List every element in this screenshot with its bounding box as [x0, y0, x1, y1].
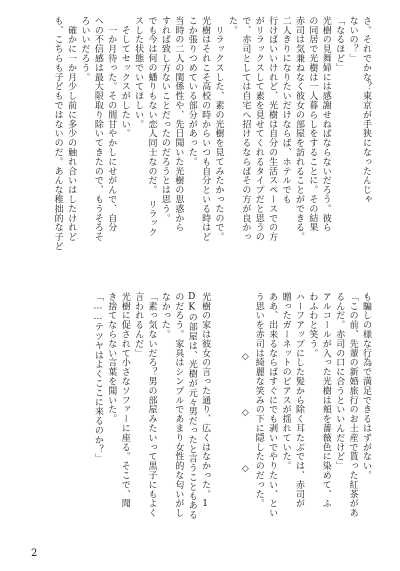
text-line: 確かに一か月少し前に多少の触れ合いはしたけれど: [66, 16, 77, 242]
text-line: がリラックスして素を見せてくれるタイプだと思うの: [253, 16, 264, 242]
text-line: ハーフアップにした髪から除く耳たぶでは、赤司が: [293, 292, 304, 509]
text-line: う思いを赤司は綺麗な笑みの下に隠したのだった。: [253, 292, 264, 509]
text-block-bottom: [26, 292, 372, 547]
text-line: さ。それでかな？東京が手狭になったんじゃ: [361, 16, 371, 204]
text-line: 光樹の家は彼女の言った通り、広くはなかった。1: [200, 292, 211, 510]
text-line: ろいいだろう。: [79, 16, 90, 82]
text-line: なかった。: [159, 292, 170, 339]
text-line: も騙しの様な行為で満足できるはずがない。: [361, 292, 371, 480]
text-line: こか張りつめている部分があった。: [186, 16, 197, 167]
text-line: も、こちらも子どもではないのだ。あんな稚拙的な子ど: [52, 16, 63, 251]
page-number: 2: [31, 548, 38, 559]
text-line: き捨てならない言葉を聞いた。: [106, 292, 117, 424]
text-line: ああ、出来るならばすぐにでも剥いでやりたい、とい: [267, 292, 278, 518]
text-line: 贈ったガーネットのピアスが揺れていた。: [280, 292, 291, 471]
text-line: [211, 292, 224, 547]
text-line: 「この前、先輩の新婚旅行のお土産で貰った紅茶があ: [347, 292, 358, 518]
text-line: 一か月待った。その間甘やかしにせがんで、自分: [106, 16, 117, 233]
text-line: 言われるんだ」: [133, 292, 144, 358]
text-line: 「……テツヤはよくここに来るのか？」: [92, 292, 103, 464]
text-line: 行けばいいけれど、光樹は自分の生活スペースでの方: [267, 16, 278, 242]
text-line: 光樹の見舞婦には感謝せねばならないだろう。彼ら: [320, 16, 331, 233]
text-line: スした状態でいてほしい。: [133, 16, 144, 129]
scene-separator: ◇ ◇ ◇: [240, 352, 251, 492]
text-line: 当時の二人の関係性や、先日聞いた光樹の思惑から: [173, 16, 184, 233]
text-line: わふわと笑う。: [307, 292, 318, 358]
text-line: た。: [226, 16, 237, 35]
text-line: 「なるほど」: [334, 16, 345, 73]
text-line: の同居で光樹は一人暮らしをすることに。その結果: [307, 16, 318, 233]
text-line: リラックスした、素の光樹を見てみたかったので。: [213, 16, 224, 242]
text-line: るんだ。赤司の口に合うといいんだけど」: [334, 292, 345, 471]
text-line: すれば致し方ないことだったのだろうとは思う。: [159, 16, 170, 223]
text-line: そしてセックスがしたい。: [119, 16, 130, 139]
text-line: で、赤司としては自宅へ招けるならばその方が良かっ: [240, 16, 251, 242]
text-line: 光樹はそれこそ高校の時からいつも自分といる時はど: [200, 16, 211, 242]
text-line: ないの？」: [347, 16, 358, 63]
text-line: のだろう。家具はシンプルであまり女性的な匂いがし: [173, 292, 184, 518]
text-line: 二人きりになりたいだけならば、ホテルでも: [280, 16, 291, 204]
text-line: DKの部屋は、光樹が元々男だったと言うこともある: [186, 292, 197, 520]
text-line: 赤司は気兼ねなく彼女の部屋を訪れることができる。: [293, 16, 304, 242]
text-line: 光樹に促されて小さなソファーに座る。そこで、聞: [119, 292, 130, 509]
text-line: アルコールが入った光樹は頬を薔薇色に染めて、ふ: [320, 292, 331, 509]
text-line: [225, 292, 238, 547]
text-line: 「素っ気ないだろ？男の部屋みたいって黒子にもよく: [146, 292, 157, 518]
text-line: への不信感は最大限取り除いてきたので、もうそろそ: [92, 16, 103, 242]
text-block-top: [26, 16, 372, 273]
text-line: でも今は何の蟠りもない恋人同士なのだ。 リラック: [146, 16, 157, 238]
